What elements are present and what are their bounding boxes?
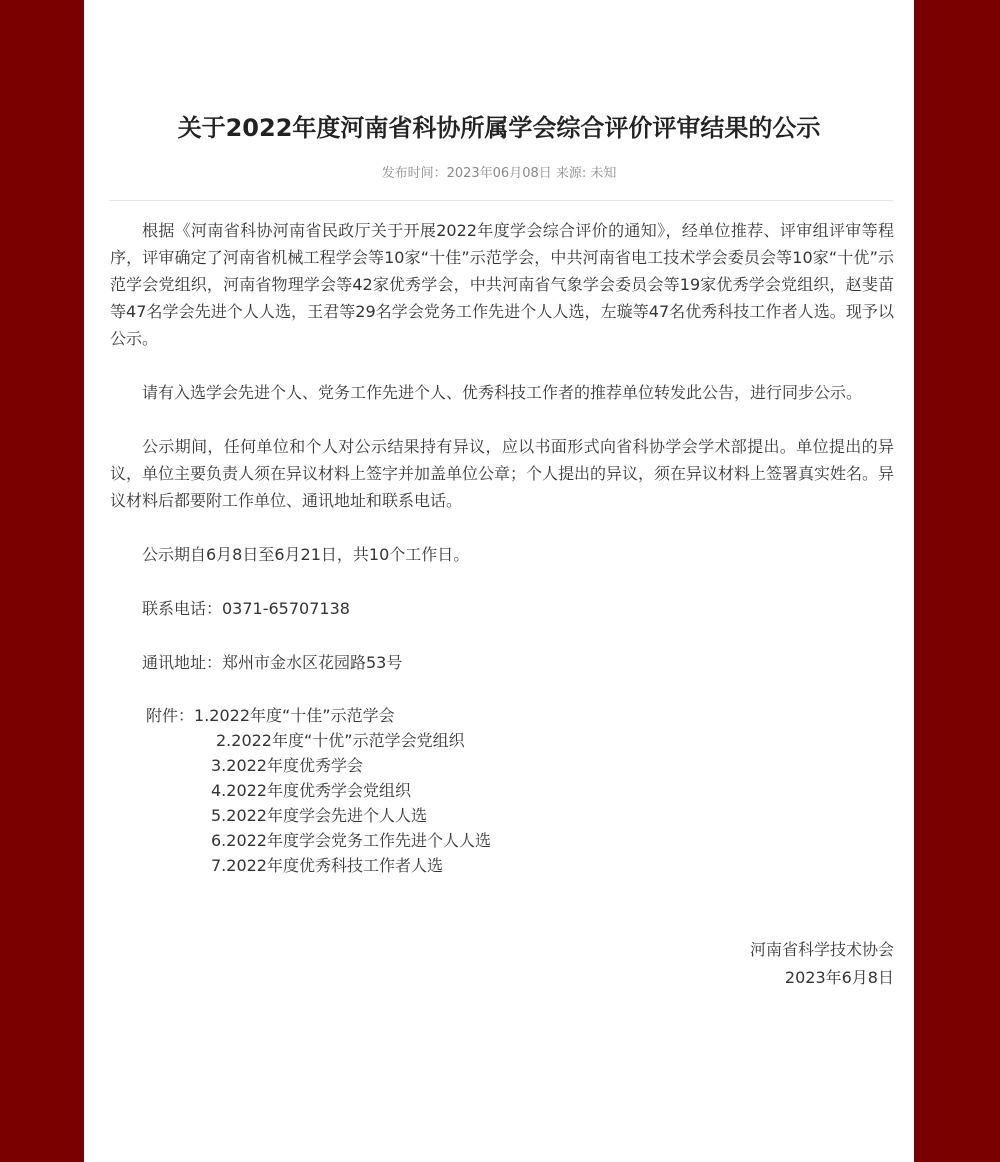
attachment-item-5: 5.2022年度学会先进个人人选: [211, 806, 427, 825]
attachment-item-1: 1.2022年度“十佳”示范学会: [194, 706, 395, 725]
paragraph-period: 公示期自6月8日至6月21日，共10个工作日。: [142, 545, 470, 564]
paragraph-3: 公示期间，任何单位和个人对公示结果持有异议，应以书面形式向省科协学会学术部提出。单位提出的异议，单位主要负责人须在异议材料上签字并加盖单位公章；个人提出的异议，须在异议材料上签署真实姓名。异议材料后都要附工作单位、通讯地址和联系电话。: [110, 437, 895, 510]
signature-block: [750, 936, 894, 992]
title-divider: [109, 200, 894, 201]
attachment-item-4: 4.2022年度优秀学会党组织: [211, 781, 411, 800]
article-body: [110, 217, 894, 878]
article-title: 关于2022年度河南省科协所属学会综合评价评审结果的公示: [177, 114, 821, 142]
paragraph-2: 请有入选学会先进个人、党务工作先进个人、优秀科技工作者的推荐单位转发此公告，进行同步公示。: [142, 383, 863, 402]
signature-date: 2023年6月8日: [784, 968, 894, 987]
article-page: [84, 0, 914, 1162]
article-meta: 发布时间：2023年06月08日 来源: 未知: [381, 166, 617, 181]
paragraph-1: 根据《河南省科协河南省民政厅关于开展2022年度学会综合评价的通知》，经单位推荐、评审组评审等程序，评审确定了河南省机械工程学会等10家“十佳”示范学会，中共河南省电工技术学会委员会等10家“十优”示范学会党组织，河南省物理学会等42家优秀学会，中共河南省气象学会委员会等19家优秀学会党组织，赵斐苗等47名学会先进个人人选，王君等29名学会党务工作先进个人人选，左璇等47名优秀科技工作者人选。现予以公示。: [110, 221, 894, 348]
attachment-item: [110, 703, 894, 728]
attachments-list: [110, 703, 894, 878]
attachments-label: 附件：: [146, 706, 195, 725]
attachment-item-3: 3.2022年度优秀学会: [211, 756, 363, 775]
paragraph-address: 通讯地址：郑州市金水区花园路53号: [142, 653, 403, 672]
signature-org: 河南省科学技术协会: [749, 940, 894, 959]
paragraph-phone: 联系电话：0371-65707138: [142, 599, 350, 618]
attachment-item-6: 6.2022年度学会党务工作先进个人人选: [211, 831, 491, 850]
attachment-item-7: 7.2022年度优秀科技工作者人选: [211, 856, 443, 875]
attachment-item-2: 2.2022年度“十优”示范学会党组织: [216, 731, 465, 750]
